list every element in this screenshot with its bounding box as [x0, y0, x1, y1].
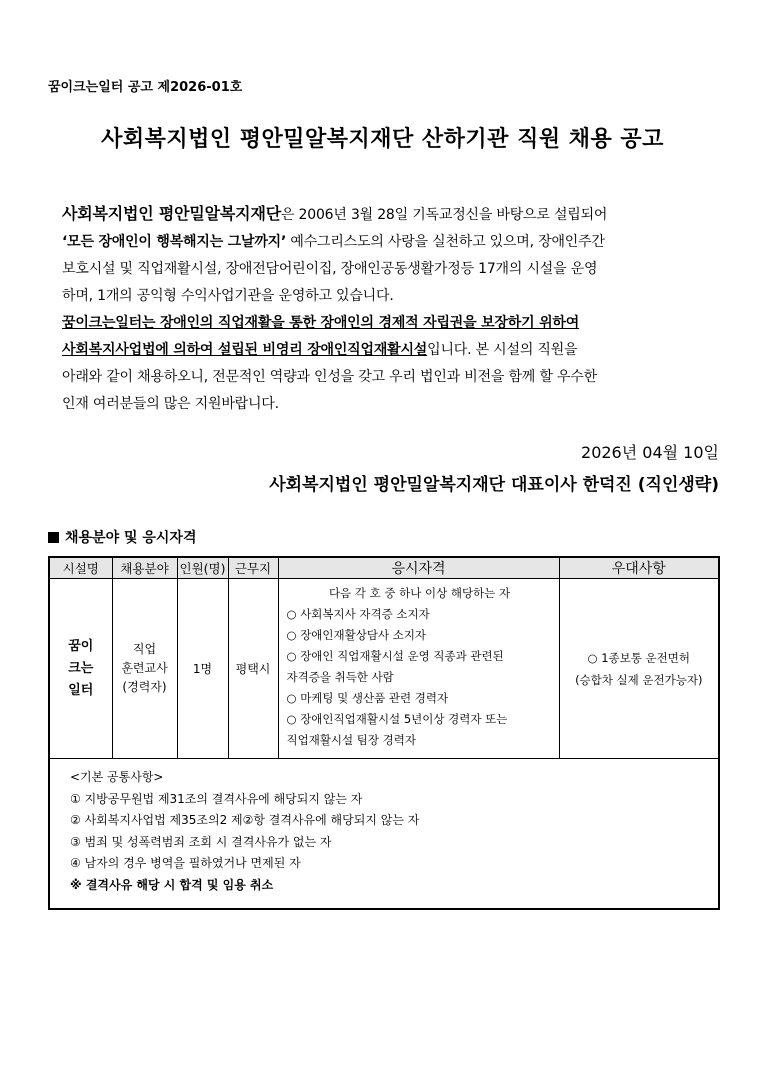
notice-number: 꿈이크는일터 공고 제2026-01호	[48, 80, 243, 95]
section-title	[48, 527, 196, 547]
qualification-item: ○ 장애인직업재활시설 5년이상 경력자 또는	[286, 712, 508, 726]
count-cell: 1명	[177, 579, 228, 759]
common-title: <기본 공통사항>	[70, 770, 164, 784]
page-title: 사회복지법인 평안밀알복지재단 산하기관 직원 채용 공고	[101, 127, 664, 152]
common-item: ③ 범죄 및 성폭력범죄 조회 시 결격사유가 없는 자	[70, 834, 332, 849]
intro-line-8: 인재 여러분들의 많은 지원바랍니다.	[62, 396, 279, 412]
header-field: 채용분야	[112, 557, 177, 579]
preferences-cell	[559, 579, 719, 759]
intro-line-3: 보호시설 및 직업재활시설, 장애전담어린이집, 장애인공동생활가정등 17개의 시설을 운영	[62, 261, 598, 277]
qualification-item: 자격증을 취득한 사람	[286, 670, 394, 684]
intro-line-7: 아래와 같이 채용하오니, 전문적인 역량과 인성을 갖고 우리 법인과 비전을 함께 할 우수한	[62, 369, 597, 385]
qualifications-cell	[278, 579, 559, 759]
header-preferences: 우대사항	[559, 557, 719, 579]
location-cell: 평택시	[228, 579, 278, 759]
header-count: 인원(명)	[177, 557, 228, 579]
signer: 사회복지법인 평안밀알복지재단 대표이사 한덕진 (직인생략)	[269, 475, 719, 495]
org-name: 사회복지법인 평안밀알복지재단	[62, 204, 281, 223]
recruitment-table	[48, 556, 720, 910]
facility-line: 일터	[68, 682, 94, 698]
common-requirements-row	[49, 759, 719, 910]
header-location: 근무지	[228, 557, 278, 579]
notice-date: 2026년 04월 10일	[581, 443, 719, 462]
common-item: ① 지방공무원법 제31조의 결격사유에 해당되지 않는 자	[70, 791, 363, 806]
qualification-item: ○ 사회복지사 자격증 소지자	[286, 607, 430, 621]
preference-item: ○ 1종보통 운전면허	[587, 650, 690, 665]
qualification-item: ○ 장애인재활상담사 소지자	[286, 628, 427, 642]
intro-text: 은 2006년 3월 28일 기독교정신을 바탕으로 설립되어	[280, 207, 608, 223]
field-line: (경력자)	[122, 680, 167, 694]
slogan: ‘모든 장애인이 행복해지는 그날까지’	[62, 234, 287, 250]
intro-line-4: 하며, 1개의 공익형 수익사업기관을 운영하고 있습니다.	[62, 288, 394, 304]
common-warning: ※ 결격사유 해당 시 합격 및 임용 취소	[70, 877, 274, 892]
qualification-item: ○ 마케팅 및 생산품 관련 경력자	[286, 691, 449, 705]
table-row	[49, 579, 719, 759]
header-qualifications: 응시자격	[278, 557, 559, 579]
common-item: ④ 남자의 경우 병역을 필하였거나 면제된 자	[70, 856, 301, 870]
preference-item: (승합차 실제 운전가능자)	[575, 672, 703, 687]
intro-text: 입니다. 본 시설의 직원을	[427, 342, 578, 358]
intro-line-5	[62, 310, 722, 337]
section-title-text: 채용분야 및 응시자격	[65, 530, 197, 546]
facility-description: 사회복지사업법에 의하여 설립된 비영리 장애인직업재활시설	[62, 342, 428, 358]
qualification-item: ○ 장애인 직업재활시설 운영 직종과 관련된	[286, 649, 504, 663]
field-cell	[112, 579, 177, 759]
field-line: 훈련교사	[121, 661, 168, 675]
intro-line-2	[62, 229, 722, 256]
qualification-item: 직업재활시설 팀장 경력자	[286, 733, 417, 747]
qualifications-heading: 다음 각 호 중 하나 이상 해당하는 자	[328, 586, 511, 600]
intro-line-6	[62, 337, 722, 364]
intro-paragraph	[62, 200, 722, 418]
mission-statement: 꿈이크는일터는 장애인의 직업재활을 통한 장애인의 경제적 자립권을 보장하기 위하여	[62, 315, 580, 331]
intro-line-1	[62, 200, 722, 229]
intro-text: 예수그리스도의 사랑을 실천하고 있으며, 장애인주간	[286, 234, 605, 250]
facility-line: 꿈이	[68, 638, 94, 654]
header-facility: 시설명	[49, 557, 112, 579]
common-requirements	[49, 759, 719, 910]
facility-line: 크는	[68, 660, 94, 676]
square-bullet-icon	[48, 532, 59, 543]
common-item: ② 사회복지사업법 제35조의2 제②항 결격사유에 해당되지 않는 자	[70, 813, 420, 827]
facility-cell	[49, 579, 112, 759]
field-line: 직업	[132, 642, 157, 656]
table-header-row	[49, 557, 719, 579]
